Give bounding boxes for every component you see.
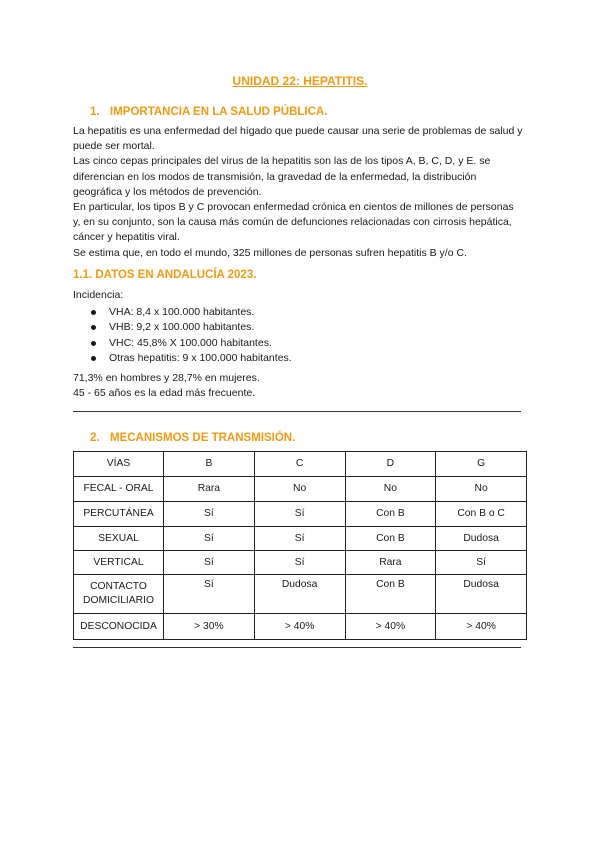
table-cell: Sí [254,527,345,551]
table-cell: CONTACTO DOMICILIARIO [74,575,164,614]
table-row [74,477,527,502]
header-cell: VÍAS [74,452,164,477]
list-item: VHC: 45,8% X 100.000 habitantes. [90,336,292,351]
table-cell: No [254,477,345,502]
list-item: VHA: 8,4 x 100.000 habitantes. [90,305,292,320]
section-2-heading [90,432,295,444]
header-cell: G [436,452,527,477]
table-cell: FECAL - ORAL [74,477,164,502]
divider [73,411,521,412]
table-cell: Rara [345,551,436,575]
table-cell: Sí [254,551,345,575]
transmission-table [73,451,527,640]
note-line: 45 - 65 años es la edad más frecuente. [73,387,256,400]
table-cell: Dudosa [436,527,527,551]
list-item: Otras hepatitis: 9 x 100.000 habitantes. [90,351,292,366]
table-row [74,502,527,527]
table-cell: VERTICAL [74,551,164,575]
table-cell: Sí [254,502,345,527]
list-item: VHB: 9,2 x 100.000 habitantes. [90,320,292,335]
section-1-1-heading: 1.1. DATOS EN ANDALUCÍA 2023. [73,269,257,281]
table-cell: Rara [164,477,255,502]
paragraph: La hepatitis es una enfermedad del hígado que puede causar una serie de problemas de salud y puede ser mortal. [73,125,523,153]
header-cell: B [164,452,255,477]
incidence-intro: Incidencia: [73,289,124,301]
table-cell: SEXUAL [74,527,164,551]
table-cell: Sí [164,502,255,527]
table-row [74,527,527,551]
table-cell: > 40% [436,614,527,640]
table-cell: > 40% [254,614,345,640]
table-cell: Dudosa [254,575,345,614]
divider [73,647,521,648]
table-cell: PERCUTÁNEA [74,502,164,527]
table-cell: Con B o C [436,502,527,527]
table-cell: > 30% [164,614,255,640]
table-cell: > 40% [345,614,436,640]
section-1-body [73,124,523,261]
table-row [74,551,527,575]
section-1-heading-text: IMPORTANCIA EN LA SALUD PÚBLICA. [110,106,328,118]
table-cell: Sí [164,551,255,575]
table-header-row [74,452,527,477]
section-1-heading [90,106,327,118]
table-cell: No [436,477,527,502]
table-cell: Sí [164,527,255,551]
table-row [74,614,527,640]
note-line: 71,3% en hombres y 28,7% en mujeres. [73,372,260,384]
header-cell: C [254,452,345,477]
paragraph: Las cinco cepas principales del virus de la hepatitis son las de los tipos A, B, C, D, y E. se diferencian en los modos de transmisión, la gravedad de la enfermedad, la distribución geográfica y los métodos de prevención. [73,155,491,198]
incidence-list [90,305,292,366]
table-cell: Con B [345,575,436,614]
table-cell: Con B [345,527,436,551]
section-2-heading-text: MECANISMOS DE TRANSMISIÓN. [110,432,296,444]
header-cell: D [345,452,436,477]
incidence-notes [73,371,523,401]
table-cell: Sí [164,575,255,614]
table-row [74,575,527,614]
paragraph: En particular, los tipos B y C provocan enfermedad crónica en cientos de millones de personas y, en su conjunto, son la causa más común de defunciones relacionadas con cirrosis hepática, cáncer y hepatitis viral. [73,201,514,244]
table-cell: DESCONOCIDA [74,614,164,640]
section-1-number: 1. [90,106,100,118]
page-title: UNIDAD 22: HEPATITIS. [232,74,368,88]
paragraph: Se estima que, en todo el mundo, 325 millones de personas sufren hepatitis B y/o C. [73,246,467,259]
table-cell: Sí [436,551,527,575]
table-cell: Dudosa [436,575,527,614]
table-cell: No [345,477,436,502]
section-2-number: 2. [90,432,100,444]
table-cell: Con B [345,502,436,527]
